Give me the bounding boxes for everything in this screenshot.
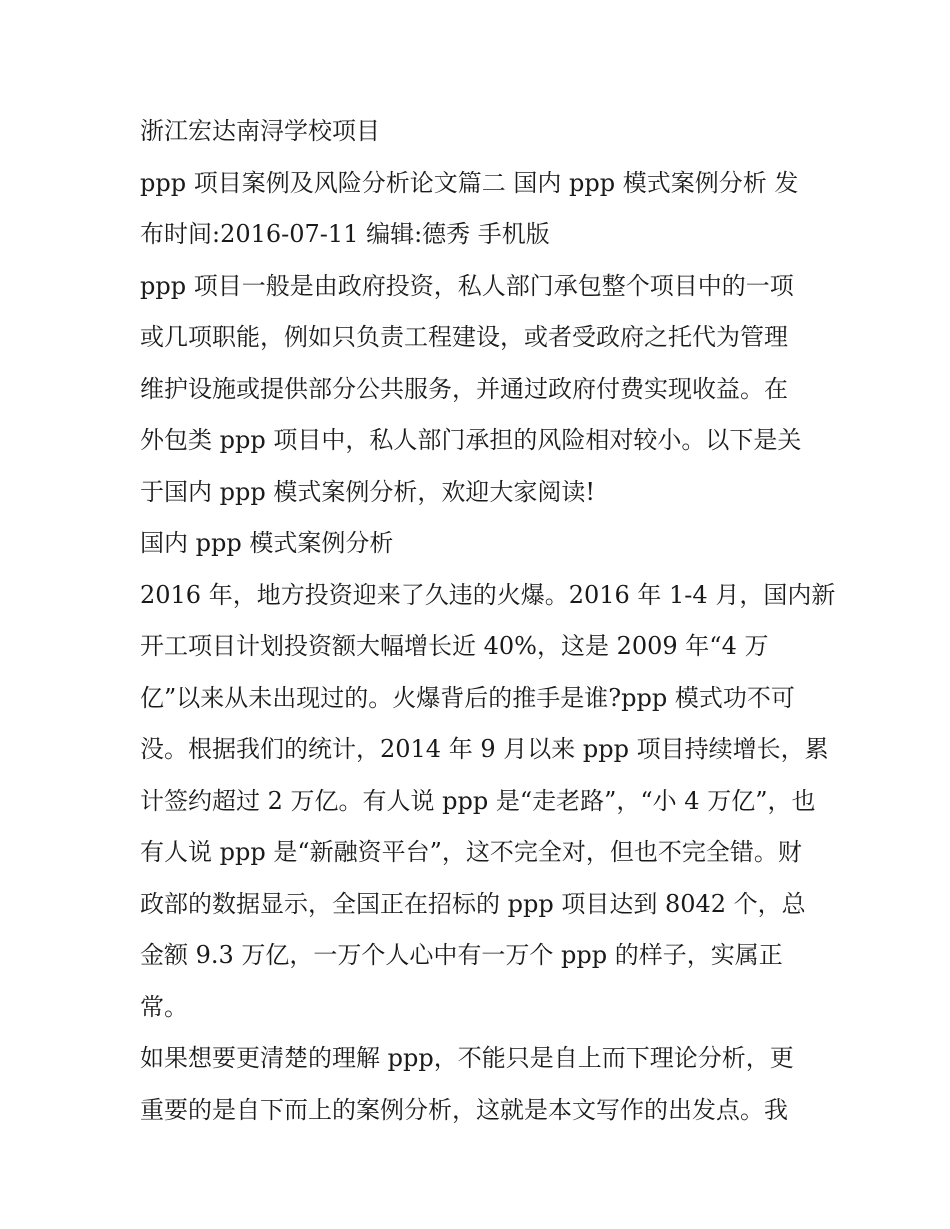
- text-line: 金额 9.3 万亿，一万个人心中有一万个 ppp 的样子，实属正: [140, 941, 783, 969]
- text-line: ppp 项目案例及风险分析论文篇二 国内 ppp 模式案例分析 发: [140, 168, 799, 197]
- text-line: 2016 年，地方投资迎来了久违的火爆。2016 年 1-4 月，国内新: [140, 580, 836, 609]
- text-line: 或几项职能，例如只负责工程建设，或者受政府之托代为管理: [140, 323, 788, 351]
- text-line: 有人说 ppp 是“新融资平台”，这不完全对，但也不完全错。财: [140, 838, 802, 866]
- text-line: 如果想要更清楚的理解 ppp，不能只是自上而下理论分析，更: [140, 1044, 794, 1072]
- text-line: 亿”以来从未出现过的。火爆背后的推手是谁?ppp 模式功不可: [140, 683, 795, 712]
- text-line: 常。: [140, 992, 188, 1021]
- text-line: 重要的是自下而上的案例分析，这就是本文写作的出发点。我: [140, 1095, 788, 1124]
- text-line: 维护设施或提供部分公共服务，并通过政府付费实现收益。在: [140, 374, 788, 403]
- text-line: 国内 ppp 模式案例分析: [140, 529, 394, 557]
- document-body: [140, 106, 836, 1136]
- text-line: 计签约超过 2 万亿。有人说 ppp 是“走老路”，“小 4 万亿”，也: [140, 786, 816, 815]
- text-line: 外包类 ppp 项目中，私人部门承担的风险相对较小。以下是关: [140, 426, 802, 454]
- text-line: 浙江宏达南浔学校项目: [140, 117, 380, 145]
- text-line: 布时间:2016-07-11 编辑:德秀 手机版: [140, 220, 550, 248]
- text-line: ppp 项目一般是由政府投资，私人部门承包整个项目中的一项: [140, 271, 794, 300]
- text-line: 没。根据我们的统计，2014 年 9 月以来 ppp 项目持续增长，累: [140, 735, 829, 763]
- text-line: 政部的数据显示，全国正在招标的 ppp 项目达到 8042 个，总: [140, 889, 806, 918]
- text-line: 开工项目计划投资额大幅增长近 40%，这是 2009 年“4 万: [140, 632, 769, 660]
- text-line: 于国内 ppp 模式案例分析，欢迎大家阅读!: [140, 477, 595, 506]
